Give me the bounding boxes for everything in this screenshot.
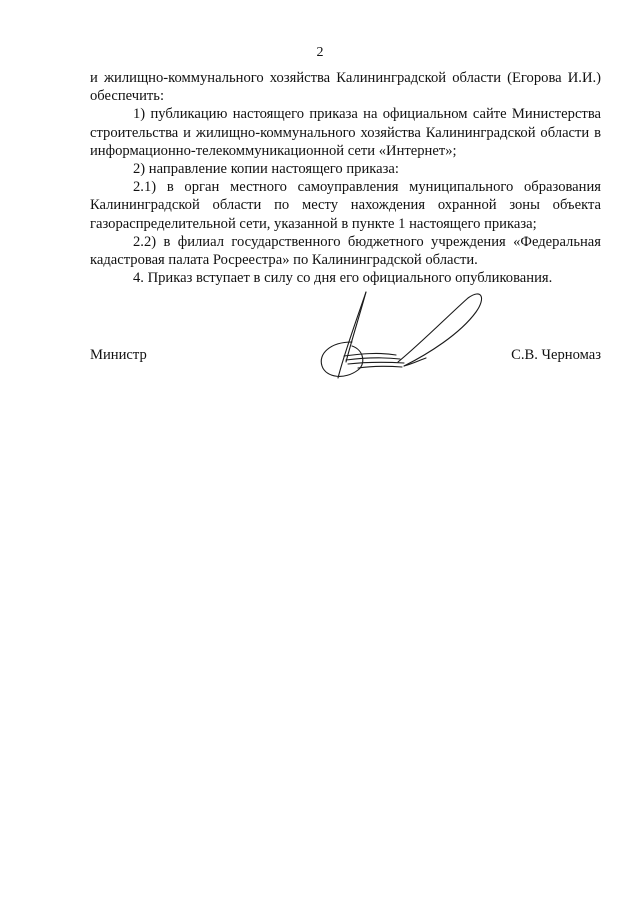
handwritten-signature bbox=[300, 284, 485, 386]
signatory-title: Министр bbox=[90, 347, 147, 363]
paragraph-item-2-2: 2.2) в филиал государственного бюджетного учреждения «Федеральная кадастровая палата Росреестра» по Калининградской области. bbox=[90, 233, 601, 269]
paragraph-item-1: 1) публикацию настоящего приказа на официальном сайте Министерства строительства и жилищно-коммунального хозяйства Калининградской области в информационно-телекоммуникационной сети «Интернет»; bbox=[90, 106, 601, 159]
signatory-name: С.В. Черномаз bbox=[511, 347, 601, 363]
page-number: 2 bbox=[316, 45, 324, 60]
paragraph-continuation: и жилищно-коммунального хозяйства Калининградской области (Егорова И.И.) обеспечить: bbox=[90, 70, 601, 105]
document-body bbox=[90, 69, 601, 287]
signature-block bbox=[90, 346, 601, 366]
paragraph-item-4: 4. Приказ вступает в силу со дня его официального опубликования. bbox=[133, 270, 553, 287]
paragraph-item-2-1: 2.1) в орган местного самоуправления муниципального образования Калининградской области по месту нахождения охранной зоны объекта газораспределительной сети, указанной в пункте 1 настоящего приказа; bbox=[90, 179, 601, 232]
paragraph-item-2: 2) направление копии настоящего приказа: bbox=[133, 161, 399, 178]
